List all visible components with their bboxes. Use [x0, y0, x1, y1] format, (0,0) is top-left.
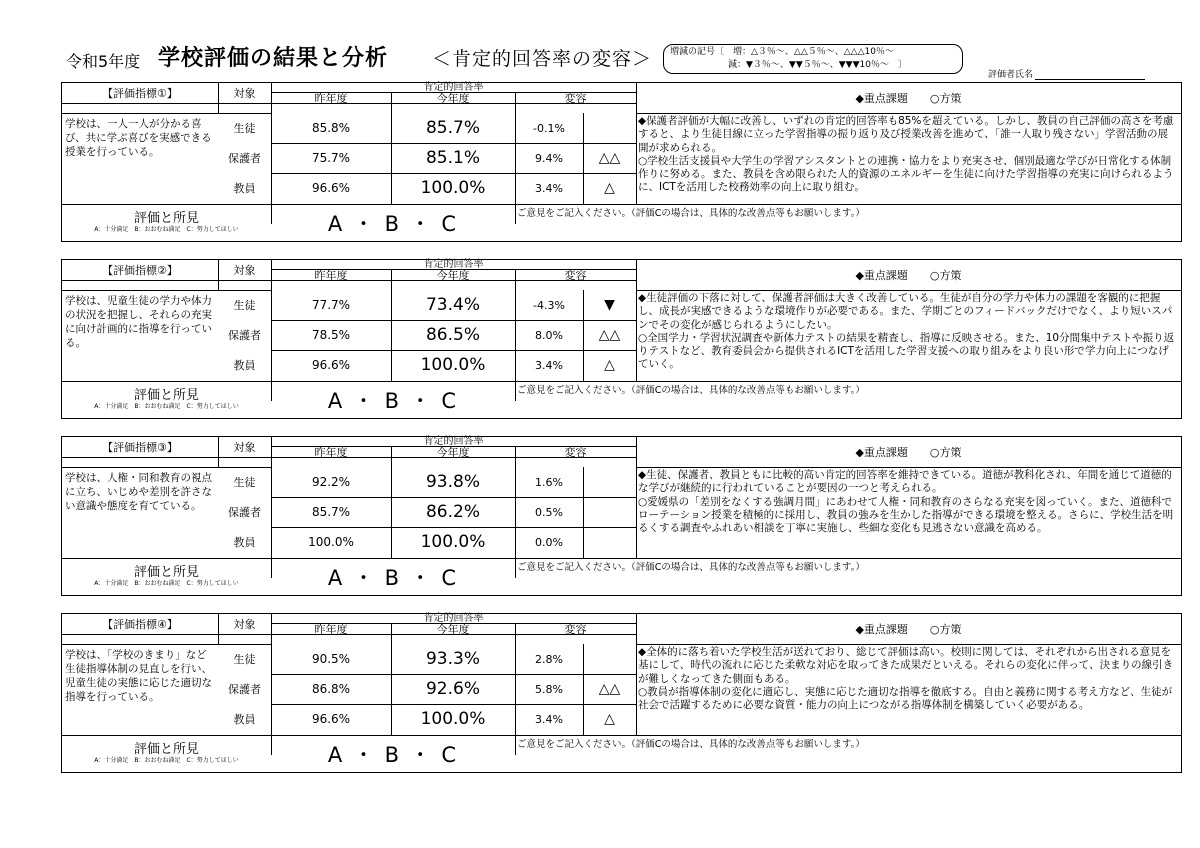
change-value: 1.6% — [535, 475, 563, 489]
subject-label: 教員 — [233, 536, 256, 549]
evaluation-scale: A：十分満足 B：おおむね満足 C：努力してほしい — [94, 756, 239, 764]
this-year-rate: 85.1% — [425, 148, 480, 168]
this-year-header: 今年度 — [436, 91, 470, 105]
this-year-header: 今年度 — [436, 445, 470, 459]
grade-options[interactable]: A ・ B ・ C — [327, 565, 459, 590]
subject-label: 教員 — [233, 182, 256, 195]
this-year-rate: 85.7% — [425, 118, 480, 138]
evaluator-name-line — [1035, 70, 1145, 80]
legend-increase: 増減の記号〔 増：△３％～、△△５％～、△△△10％～ — [670, 47, 894, 57]
fiscal-year: 令和5年度 — [66, 52, 141, 71]
subject-label: 保護者 — [228, 506, 261, 519]
indicator-description: 学校は、「学校のきまり」など生徒指導体制の見直しを行い、児童生徒の実態に応じた適切な指導を行っている。 — [65, 649, 212, 703]
prev-year-header: 昨年度 — [314, 268, 348, 282]
comment-field[interactable]: ご意見をご記入ください。（評価Cの場合は、具体的な改善点等もお願いします。） — [517, 385, 865, 396]
prev-year-rate: 77.7% — [311, 298, 351, 312]
subject-header: 対象 — [233, 264, 256, 277]
indicator-title: 【評価指標④】 — [102, 618, 178, 631]
evaluation-label: 評価と所見 — [133, 741, 199, 757]
indicator-title: 【評価指標③】 — [102, 441, 178, 454]
evaluation-scale: A：十分満足 B：おおむね満足 C：努力してほしい — [94, 402, 239, 410]
comment-field[interactable]: ご意見をご記入ください。（評価Cの場合は、具体的な改善点等もお願いします。） — [517, 208, 865, 219]
analysis-text — [636, 644, 1181, 735]
this-year-header: 今年度 — [436, 622, 470, 636]
this-year-rate: 100.0% — [420, 709, 486, 729]
grade-options[interactable]: A ・ B ・ C — [327, 742, 459, 767]
change-value: 3.4% — [535, 358, 563, 372]
subject-label: 生徒 — [233, 476, 256, 489]
priority-header: ◆重点課題 ○方策 — [855, 92, 962, 105]
change-value: 3.4% — [535, 712, 563, 726]
rate-header: 肯定的回答率 — [423, 436, 484, 447]
analysis-paragraph: ○学校生活支援員や大学生の学習アシスタントとの連携・協力をより充実させ、個別最適な学びが日常化する体制作りに努める。また、教員を含め限られた人的資源のエネルギーを生徒に向けた学習指導の充実に向けられるように、ICTを活用した校務効率の向上に取り組む。 — [638, 154, 1174, 194]
prev-year-rate: 85.8% — [311, 121, 351, 135]
evaluation-scale: A：十分満足 B：おおむね満足 C：努力してほしい — [94, 579, 239, 587]
change-mark: △△ — [598, 681, 621, 697]
indicator-block-4 — [61, 613, 1182, 773]
change-value: 0.5% — [535, 505, 563, 519]
prev-year-header: 昨年度 — [314, 445, 348, 459]
change-value: -0.1% — [533, 121, 565, 135]
indicator-block-2 — [61, 259, 1182, 419]
change-header: 変容 — [564, 91, 587, 105]
prev-year-rate: 75.7% — [311, 151, 351, 165]
analysis-text — [636, 290, 1181, 381]
analysis-text — [636, 467, 1181, 558]
this-year-rate: 73.4% — [425, 295, 480, 315]
analysis-paragraph: ◆生徒評価の下落に対して、保護者評価は大きく改善している。生徒が自分の学力や体力の課題を客観的に把握し、成長が実感できるような環境作りが必要である。また、学期ごとのフィードバックだけでなく、より短いスパンでその変化が感じられるようにしたい。 — [638, 292, 1173, 331]
comment-field[interactable]: ご意見をご記入ください。（評価Cの場合は、具体的な改善点等もお願いします。） — [517, 562, 865, 573]
subject-label: 保護者 — [228, 152, 261, 165]
change-value: 5.8% — [535, 682, 563, 696]
this-year-rate: 86.5% — [425, 325, 480, 345]
prev-year-rate: 92.2% — [311, 475, 351, 489]
page-header — [0, 0, 1200, 80]
change-value: 8.0% — [535, 328, 563, 342]
analysis-paragraph: ◆全体的に落ち着いた学校生活が送れており、総じて評価は高い。校則に関しては、それぞれから出される意見を基にして、時代の流れに応じた柔軟な対応を取ってきた成果だといえる。それらの変化に伴って、決まりの線引きが難しくなってきた側面もある。 — [638, 646, 1174, 685]
page-title: 学校評価の結果と分析 — [158, 46, 389, 71]
grade-options[interactable]: A ・ B ・ C — [327, 388, 459, 413]
subject-header: 対象 — [233, 441, 256, 454]
subject-header: 対象 — [233, 618, 256, 631]
indicator-title: 【評価指標②】 — [102, 264, 178, 277]
change-value: 3.4% — [535, 181, 563, 195]
change-symbol-legend — [663, 44, 963, 74]
analysis-paragraph: ○教員が指導体制の変化に適応し、実態に応じた適切な指導を徹底する。自由と義務に関する考え方など、生徒が社会で活躍するために必要な資質・能力の向上につながる指導体制を構築していく必要がある。 — [638, 685, 1173, 712]
rate-header: 肯定的回答率 — [423, 259, 484, 270]
evaluation-label: 評価と所見 — [133, 210, 199, 226]
evaluator-name-label: 評価者氏名 — [988, 70, 1034, 80]
subject-label: 保護者 — [228, 683, 261, 696]
change-mark: △ — [604, 357, 615, 373]
prev-year-rate: 86.8% — [311, 682, 351, 696]
evaluator-name-field — [988, 67, 1145, 80]
indicator-block-3 — [61, 436, 1182, 596]
change-mark: △ — [604, 711, 615, 727]
indicator-title: 【評価指標①】 — [102, 87, 178, 100]
change-mark: △ — [604, 180, 615, 196]
change-value: -4.3% — [533, 298, 565, 312]
priority-header: ◆重点課題 ○方策 — [855, 446, 962, 459]
this-year-header: 今年度 — [436, 268, 470, 282]
change-value: 0.0% — [535, 535, 563, 549]
change-mark: △△ — [598, 150, 621, 166]
grade-options[interactable]: A ・ B ・ C — [327, 211, 459, 236]
change-mark: △△ — [598, 327, 621, 343]
this-year-rate: 86.2% — [425, 502, 480, 522]
evaluation-label-cell — [62, 735, 271, 772]
priority-header: ◆重点課題 ○方策 — [855, 623, 962, 636]
change-header: 変容 — [564, 622, 587, 636]
analysis-paragraph: ○全国学力・学習状況調査や新体力テストの結果を精査し、指導に反映させる。また、10分間集中テストや振り返りテストなど、教育委員会から提供されるICTを活用した学習支援への取り組みをより良い形で学力向上につなげていく。 — [638, 331, 1175, 371]
this-year-rate: 93.3% — [425, 649, 480, 669]
change-value: 9.4% — [535, 151, 563, 165]
subject-label: 教員 — [233, 359, 256, 372]
prev-year-rate: 96.6% — [311, 358, 351, 372]
change-value: 2.8% — [535, 652, 563, 666]
subject-header: 対象 — [233, 87, 256, 100]
change-mark — [583, 113, 636, 143]
indicator-description: 学校は、児童生徒の学力や体力の状況を把握し、それらの充実に向け計画的に指導を行っている。 — [65, 295, 212, 349]
evaluation-label: 評価と所見 — [133, 564, 199, 580]
prev-year-rate: 100.0% — [308, 535, 354, 549]
subject-label: 生徒 — [233, 299, 256, 312]
prev-year-rate: 96.6% — [311, 181, 351, 195]
prev-year-rate: 90.5% — [311, 652, 351, 666]
rate-header: 肯定的回答率 — [423, 613, 484, 624]
evaluation-label-cell — [62, 204, 271, 241]
change-mark — [583, 644, 636, 674]
this-year-rate: 100.0% — [420, 532, 486, 552]
subject-label: 生徒 — [233, 122, 256, 135]
prev-year-header: 昨年度 — [314, 622, 348, 636]
prev-year-rate: 85.7% — [311, 505, 351, 519]
priority-header: ◆重点課題 ○方策 — [855, 269, 962, 282]
change-header: 変容 — [564, 445, 587, 459]
evaluation-label-cell — [62, 558, 271, 595]
evaluation-label-cell — [62, 381, 271, 418]
comment-field[interactable]: ご意見をご記入ください。（評価Cの場合は、具体的な改善点等もお願いします。） — [517, 739, 865, 750]
this-year-rate: 92.6% — [425, 679, 480, 699]
legend-decrease: 減：▼３％～、▼▼５％～、▼▼▼10％～ 〕 — [728, 60, 907, 70]
evaluation-scale: A：十分満足 B：おおむね満足 C：努力してほしい — [94, 225, 239, 233]
page-subtitle: ＜肯定的回答率の変容＞ — [432, 48, 653, 70]
change-mark — [583, 527, 636, 557]
prev-year-rate: 78.5% — [311, 328, 351, 342]
change-mark — [583, 497, 636, 527]
this-year-rate: 100.0% — [420, 178, 486, 198]
change-mark: ▼ — [604, 297, 615, 313]
subject-label: 生徒 — [233, 653, 256, 666]
evaluation-label: 評価と所見 — [133, 387, 199, 403]
subject-label: 教員 — [233, 713, 256, 726]
analysis-paragraph: ○愛媛県の「差別をなくする強調月間」にあわせて人権・同和教育のさらなる充実を図っていく。また、道徳科でローテーション授業を積極的に採用し、教員の強みを生かした指導ができる環境を整える。さらに、学校生活を明るくする調査やふれあい相談を丁寧に実施し、些細な変化も見逃さない意識を高める。 — [638, 495, 1174, 535]
prev-year-rate: 96.6% — [311, 712, 351, 726]
indicator-block-1 — [61, 82, 1182, 242]
this-year-rate: 93.8% — [425, 472, 480, 492]
prev-year-header: 昨年度 — [314, 91, 348, 105]
subject-label: 保護者 — [228, 329, 261, 342]
this-year-rate: 100.0% — [420, 355, 486, 375]
rate-header: 肯定的回答率 — [423, 82, 484, 93]
analysis-paragraph: ◆保護者評価が大幅に改善し、いずれの肯定的回答率も85%を超えている。しかし、教員の自己評価の高さを考慮すると、より生徒目線に立った学習指導の振り返り及び授業改善を進めて、「誰一人取り残さない」学習活動の展開が求められる。 — [638, 115, 1174, 154]
change-mark — [583, 467, 636, 497]
analysis-paragraph: ◆生徒、保護者、教員ともに比較的高い肯定的回答率を維持できている。道徳が教科化され、年間を通じて道徳的な学びが継続的に行われていることが要因の一つと考えられる。 — [638, 469, 1172, 495]
indicator-description: 学校は、人権・同和教育の視点に立ち、いじめや差別を許さない意識や態度を育てている。 — [65, 472, 212, 512]
indicator-description: 学校は、一人一人が分かる喜び、共に学ぶ喜びを実感できる授業を行っている。 — [65, 118, 212, 158]
change-header: 変容 — [564, 268, 587, 282]
analysis-text — [636, 113, 1181, 204]
